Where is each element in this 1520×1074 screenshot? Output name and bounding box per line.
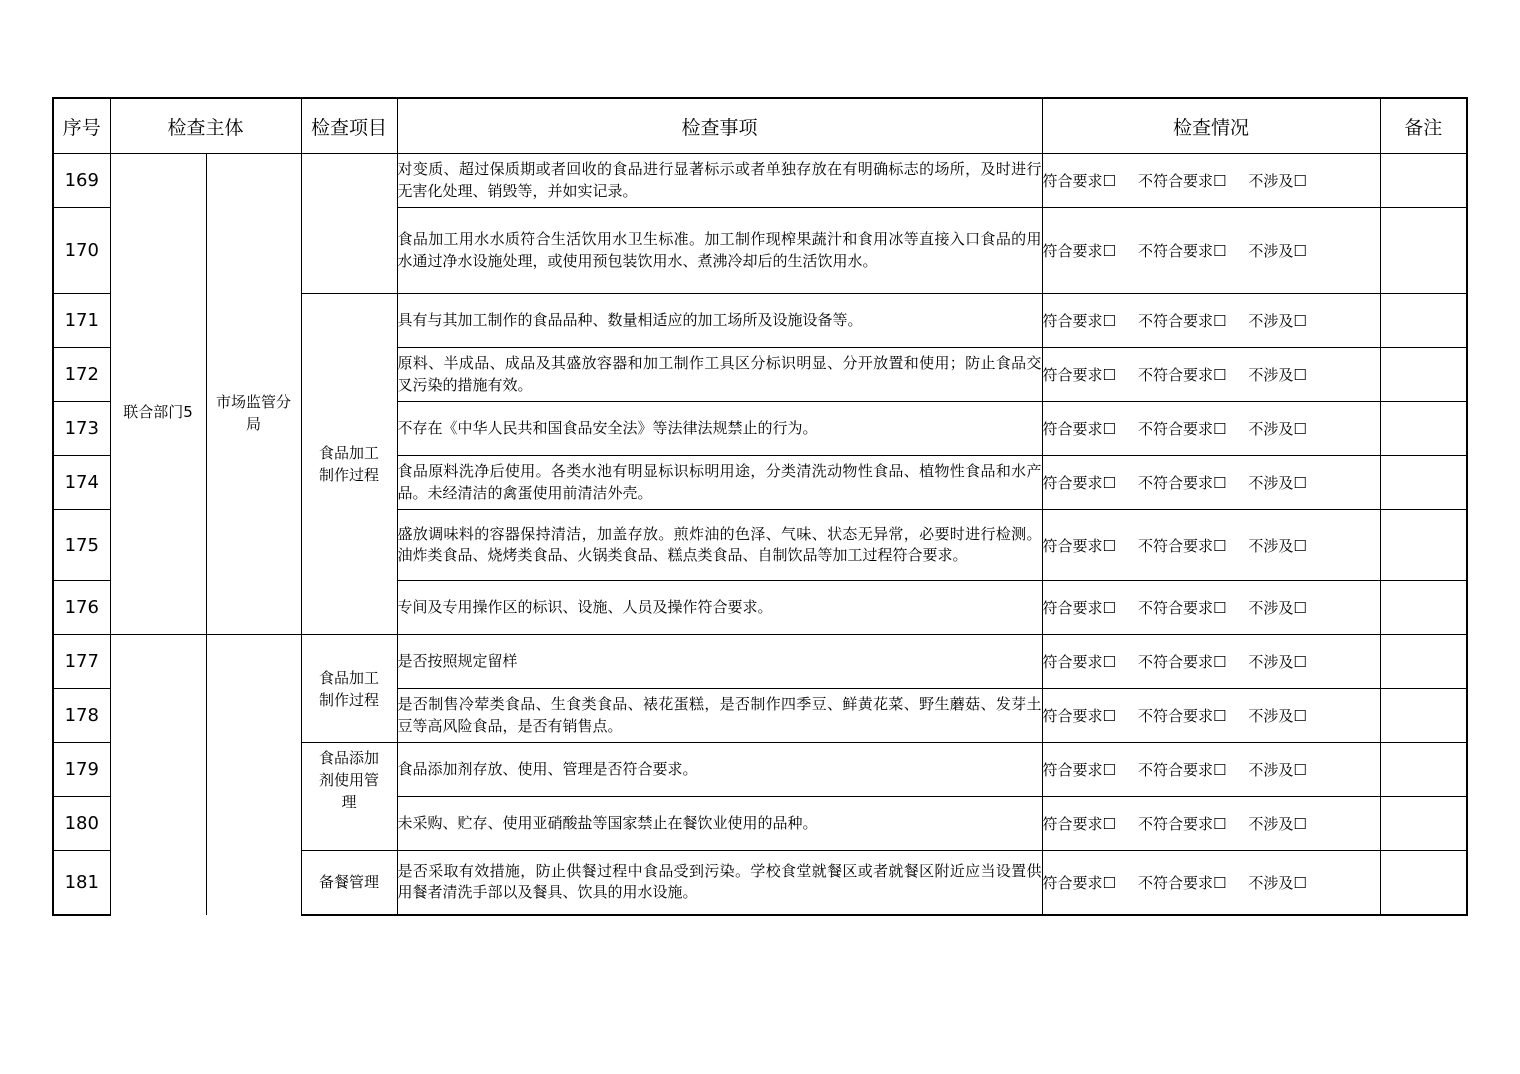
option-not-applicable[interactable]: 不涉及☐ — [1248, 707, 1307, 725]
option-compliant[interactable]: 符合要求☐ — [1042, 815, 1116, 833]
row-number: 181 — [53, 851, 110, 915]
row-status — [1042, 797, 1380, 851]
subject-bureau: 市场监管分局 — [216, 393, 292, 433]
option-noncompliant[interactable]: 不符合要求☐ — [1137, 536, 1227, 555]
row-matter: 食品添加剂存放、使用、管理是否符合要求。 — [397, 743, 1042, 797]
row-remark[interactable] — [1380, 154, 1467, 208]
table-header-row — [53, 98, 1467, 154]
option-not-applicable[interactable]: 不涉及☐ — [1248, 599, 1307, 617]
option-compliant[interactable]: 符合要求☐ — [1042, 474, 1116, 492]
option-compliant[interactable]: 符合要求☐ — [1042, 761, 1116, 779]
option-noncompliant[interactable]: 不符合要求☐ — [1137, 172, 1227, 190]
row-matter: 是否按照规定留样 — [397, 635, 1042, 689]
row-remark[interactable] — [1380, 456, 1467, 510]
row-matter: 未采购、贮存、使用亚硝酸盐等国家禁止在餐饮业使用的品种。 — [397, 797, 1042, 851]
row-status — [1042, 851, 1380, 915]
option-compliant[interactable]: 符合要求☐ — [1042, 536, 1116, 555]
row-number: 169 — [53, 154, 110, 208]
row-number: 174 — [53, 456, 110, 510]
option-noncompliant[interactable]: 不符合要求☐ — [1137, 873, 1227, 892]
option-noncompliant[interactable]: 不符合要求☐ — [1137, 599, 1227, 617]
header-status: 检查情况 — [1042, 98, 1380, 154]
option-not-applicable[interactable]: 不涉及☐ — [1248, 172, 1307, 190]
subject-bureau-cell-2 — [206, 635, 301, 915]
row-number: 179 — [53, 743, 110, 797]
option-noncompliant[interactable]: 不符合要求☐ — [1137, 707, 1227, 725]
row-remark[interactable] — [1380, 851, 1467, 915]
row-status — [1042, 208, 1380, 294]
subject-department-cell-2 — [110, 635, 206, 915]
row-number: 171 — [53, 294, 110, 348]
subject-department-cell — [110, 154, 206, 635]
option-noncompliant[interactable]: 不符合要求☐ — [1137, 312, 1227, 330]
header-remark: 备注 — [1380, 98, 1467, 154]
option-noncompliant[interactable]: 不符合要求☐ — [1137, 815, 1227, 833]
row-matter: 盛放调味料的容器保持清洁，加盖存放。煎炸油的色泽、气味、状态无异常，必要时进行检测。油炸类食品、烧烤类食品、火锅类食品、糕点类食品、自制饮品等加工过程符合要求。 — [397, 510, 1042, 581]
row-matter: 食品加工用水水质符合生活饮用水卫生标准。加工制作现榨果蔬汁和食用冰等直接入口食品的用水通过净水设施处理，或使用预包装饮用水、煮沸冷却后的生活饮用水。 — [397, 208, 1042, 294]
row-number: 176 — [53, 581, 110, 635]
row-status — [1042, 456, 1380, 510]
row-number: 173 — [53, 402, 110, 456]
row-remark[interactable] — [1380, 689, 1467, 743]
row-number: 170 — [53, 208, 110, 294]
option-noncompliant[interactable]: 不符合要求☐ — [1137, 474, 1227, 492]
option-compliant[interactable]: 符合要求☐ — [1042, 242, 1116, 260]
category-meal-prep: 备餐管理 — [301, 851, 397, 915]
row-number: 177 — [53, 635, 110, 689]
table-row — [53, 635, 1467, 689]
row-remark[interactable] — [1380, 510, 1467, 581]
row-remark[interactable] — [1380, 797, 1467, 851]
category-food-processing-2: 食品加工制作过程 — [301, 635, 397, 743]
option-noncompliant[interactable]: 不符合要求☐ — [1137, 653, 1227, 671]
option-compliant[interactable]: 符合要求☐ — [1042, 420, 1116, 438]
option-noncompliant[interactable]: 不符合要求☐ — [1137, 761, 1227, 779]
row-number: 180 — [53, 797, 110, 851]
row-matter: 原料、半成品、成品及其盛放容器和加工制作工具区分标识明显、分开放置和使用；防止食品交叉污染的措施有效。 — [397, 348, 1042, 402]
option-not-applicable[interactable]: 不涉及☐ — [1248, 761, 1307, 779]
row-remark[interactable] — [1380, 743, 1467, 797]
inspection-sheet — [52, 97, 1466, 916]
option-noncompliant[interactable]: 不符合要求☐ — [1137, 366, 1227, 384]
category-additive-management: 食品添加剂使用管理 — [301, 743, 397, 851]
row-number: 178 — [53, 689, 110, 743]
option-not-applicable[interactable]: 不涉及☐ — [1248, 653, 1307, 671]
option-compliant[interactable]: 符合要求☐ — [1042, 599, 1116, 617]
option-compliant[interactable]: 符合要求☐ — [1042, 707, 1116, 725]
option-noncompliant[interactable]: 不符合要求☐ — [1137, 242, 1227, 260]
option-compliant[interactable]: 符合要求☐ — [1042, 653, 1116, 671]
row-matter: 不存在《中华人民共和国食品安全法》等法律法规禁止的行为。 — [397, 402, 1042, 456]
option-compliant[interactable]: 符合要求☐ — [1042, 312, 1116, 330]
category-cell-empty — [301, 154, 397, 294]
row-matter: 食品原料洗净后使用。各类水池有明显标识标明用途，分类清洗动物性食品、植物性食品和水产品。未经清洁的禽蛋使用前清洁外壳。 — [397, 456, 1042, 510]
row-number: 172 — [53, 348, 110, 402]
row-matter: 是否制售冷荤类食品、生食类食品、裱花蛋糕，是否制作四季豆、鲜黄花菜、野生蘑菇、发芽土豆等高风险食品，是否有销售点。 — [397, 689, 1042, 743]
category-food-processing: 食品加工制作过程 — [301, 294, 397, 635]
row-number: 175 — [53, 510, 110, 581]
row-status — [1042, 348, 1380, 402]
option-not-applicable[interactable]: 不涉及☐ — [1248, 536, 1307, 555]
row-remark[interactable] — [1380, 348, 1467, 402]
row-status — [1042, 402, 1380, 456]
header-item: 检查项目 — [301, 98, 397, 154]
header-subject: 检查主体 — [110, 98, 301, 154]
row-remark[interactable] — [1380, 294, 1467, 348]
option-compliant[interactable]: 符合要求☐ — [1042, 172, 1116, 190]
row-status — [1042, 154, 1380, 208]
row-matter: 具有与其加工制作的食品品种、数量相适应的加工场所及设施设备等。 — [397, 294, 1042, 348]
row-status — [1042, 294, 1380, 348]
option-not-applicable[interactable]: 不涉及☐ — [1248, 242, 1307, 260]
option-noncompliant[interactable]: 不符合要求☐ — [1137, 420, 1227, 438]
option-not-applicable[interactable]: 不涉及☐ — [1248, 366, 1307, 384]
row-remark[interactable] — [1380, 635, 1467, 689]
row-status — [1042, 743, 1380, 797]
row-matter: 是否采取有效措施，防止供餐过程中食品受到污染。学校食堂就餐区或者就餐区附近应当设置供用餐者清洗手部以及餐具、饮具的用水设施。 — [397, 851, 1042, 915]
table-row — [53, 154, 1467, 208]
row-status — [1042, 510, 1380, 581]
header-seq: 序号 — [53, 98, 110, 154]
row-status — [1042, 581, 1380, 635]
row-matter: 专间及专用操作区的标识、设施、人员及操作符合要求。 — [397, 581, 1042, 635]
row-status — [1042, 689, 1380, 743]
header-matter: 检查事项 — [397, 98, 1042, 154]
option-not-applicable[interactable]: 不涉及☐ — [1248, 420, 1307, 438]
option-not-applicable[interactable]: 不涉及☐ — [1248, 873, 1307, 892]
row-matter: 对变质、超过保质期或者回收的食品进行显著标示或者单独存放在有明确标志的场所，及时进行无害化处理、销毁等，并如实记录。 — [397, 154, 1042, 208]
subject-bureau-cell — [206, 154, 301, 635]
inspection-table — [52, 97, 1468, 916]
row-remark[interactable] — [1380, 581, 1467, 635]
row-status — [1042, 635, 1380, 689]
subject-department: 联合部门5 — [123, 403, 193, 421]
row-remark[interactable] — [1380, 402, 1467, 456]
option-compliant[interactable]: 符合要求☐ — [1042, 873, 1116, 892]
row-remark[interactable] — [1380, 208, 1467, 294]
option-not-applicable[interactable]: 不涉及☐ — [1248, 815, 1307, 833]
option-not-applicable[interactable]: 不涉及☐ — [1248, 474, 1307, 492]
option-compliant[interactable]: 符合要求☐ — [1042, 366, 1116, 384]
option-not-applicable[interactable]: 不涉及☐ — [1248, 312, 1307, 330]
